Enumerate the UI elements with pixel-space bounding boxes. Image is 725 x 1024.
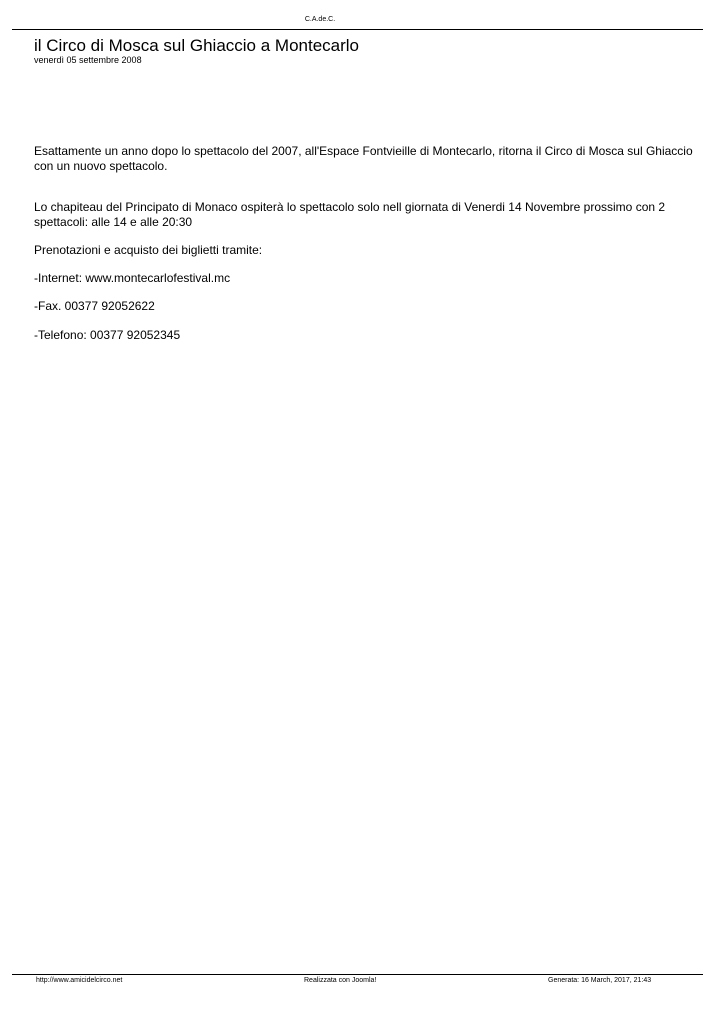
article-title: il Circo di Mosca sul Ghiaccio a Montecarlo (34, 36, 360, 55)
contact-internet: -Internet: www.montecarlofestival.mc (34, 271, 231, 285)
site-header: C.A.de.C. (304, 16, 336, 23)
article-date: venerdì 05 settembre 2008 (34, 55, 142, 65)
contact-phone: -Telefono: 00377 92052345 (34, 328, 181, 342)
paragraph-shows: Lo chapiteau del Principato di Monaco ospiterà lo spettacolo solo nell giornata di Venerdi 14 Novembre prossimo con 2 spettacoli: alle 14 e alle 20:30 (34, 200, 666, 229)
footer-generated-date: Generata: 16 March, 2017, 21:43 (548, 977, 652, 984)
paragraph-intro: Esattamente un anno dopo lo spettacolo del 2007, all'Espace Fontvieille di Montecarlo, ritorna il Circo di Mosca sul Ghiaccio con un nuovo spettacolo. (34, 144, 693, 173)
footer-powered-by: Realizzata con Joomla! (304, 977, 377, 984)
header-divider (12, 29, 703, 30)
paragraph-booking: Prenotazioni e acquisto dei biglietti tramite: (34, 243, 263, 257)
footer-divider (12, 974, 703, 975)
contact-fax: -Fax. 00377 92052622 (34, 299, 155, 313)
footer-site-url: http://www.amicidelcirco.net (36, 977, 123, 984)
